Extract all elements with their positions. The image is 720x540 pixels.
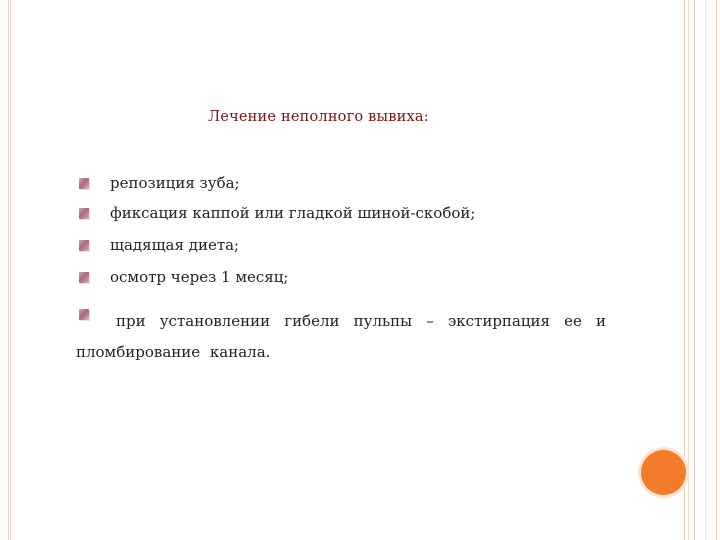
slide-frame-right-line: [684, 0, 685, 540]
list-item: при установлении гибели пульпы – экстирпация ее и пломбирование канала.: [76, 312, 606, 361]
slide-frame-right-line: [688, 0, 689, 540]
bullet-icon: [79, 208, 89, 219]
slide-frame-left: [0, 0, 9, 540]
slide-frame-right-line: [705, 0, 706, 540]
bullet-icon: [79, 240, 89, 251]
list-item: фиксация каппой или гладкой шиной-скобой;: [110, 204, 476, 222]
bullet-icon: [79, 272, 89, 283]
list-item: осмотр через 1 месяц;: [110, 268, 289, 286]
slide-frame-right-line: [694, 0, 695, 540]
decorative-circle: [641, 450, 686, 495]
list-item: репозиция зуба;: [110, 174, 240, 192]
list-item: щадящая диета;: [110, 236, 240, 254]
slide-title: Лечение неполного вывиха:: [208, 109, 429, 125]
bullet-icon: [79, 178, 89, 189]
slide-frame-right-line: [716, 0, 717, 540]
slide-frame-left-line: [10, 0, 11, 540]
